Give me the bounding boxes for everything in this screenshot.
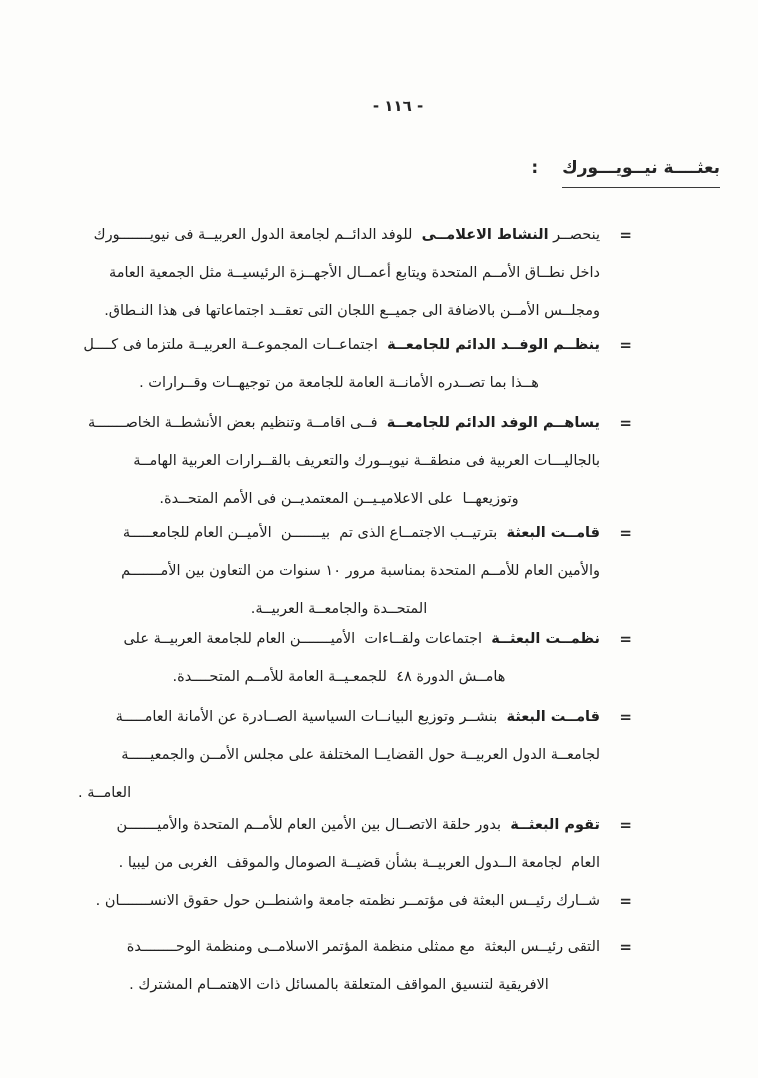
- body-text: بالجاليـــات العربية فى منطقــة نيويــورك والتعريف بالقــرارات العربية الهامــة: [133, 453, 600, 469]
- bold-lead-text: تقوم البعثــة: [510, 817, 600, 833]
- section-title-text: بعثــــة نيــويـــورك: [562, 158, 720, 188]
- equals-bullet-marker: =: [619, 414, 632, 432]
- body-text: اجتماعــات المجموعــة العربيــة ملتزما فى كــــل: [83, 337, 388, 353]
- text-line: [78, 552, 600, 590]
- equals-bullet-marker: =: [619, 524, 632, 542]
- body-text: وتوزيعهــا على الاعلاميـيــن المعتمديــن فى الأمم المتحــدة.: [159, 491, 519, 507]
- bullet-paragraph: [78, 216, 632, 330]
- paragraph-lines: [78, 806, 600, 882]
- equals-bullet-marker: =: [619, 938, 632, 956]
- bullet-paragraph: [78, 882, 632, 920]
- paragraph-lines: [78, 404, 600, 518]
- body-text: والأمين العام للأمــم المتحدة بمناسبة مرور ١٠ سنوات من التعاون بين الأمـــــــم: [121, 563, 600, 579]
- paragraph-lines: [78, 514, 600, 628]
- equals-bullet-marker: =: [619, 708, 632, 726]
- body-text: فــى اقامــة وتنظيم بعض الأنشطــة الخاصـــــــة: [87, 415, 387, 431]
- text-line: [78, 882, 600, 920]
- body-text: الافريقية لتنسيق المواقف المتعلقة بالمسائل ذات الاهتمــام المشترك .: [129, 977, 549, 993]
- bullet-paragraph: [78, 620, 632, 696]
- paragraph-lines: [78, 698, 600, 812]
- body-text: داخل نطــاق الأمــم المتحدة ويتابع أعمــال الأجهــزة الرئيسيــة مثل الجمعية العامة: [108, 265, 600, 281]
- body-text: بترتيــب الاجتمــاع الذى تم بيـــــــن الأميــن العام للجامعـــــة: [122, 525, 507, 541]
- page-number: - ١١٦ -: [372, 97, 424, 115]
- section-title: [531, 158, 720, 188]
- bold-lead-text: النشاط الاعلامــى: [421, 227, 549, 243]
- section-title-colon: :: [531, 158, 539, 178]
- text-line: [78, 216, 600, 254]
- text-line: [78, 928, 600, 966]
- text-line: [78, 736, 600, 774]
- paragraph-lines: [78, 326, 600, 402]
- text-line: [78, 480, 600, 518]
- body-text: التقى رئيــس البعثة مع ممثلى منظمة المؤتمر الاسلامــى ومنظمة الوحــــــــدة: [126, 939, 600, 955]
- paragraph-lines: [78, 216, 600, 330]
- text-line: [78, 806, 600, 844]
- body-text: ومجلــس الأمــن بالاضافة الى جميــع اللجان التى تعقــد اجتماعاتها فى هذا النـطاق.: [104, 303, 600, 319]
- text-line: [78, 364, 600, 402]
- body-text: شــارك رئيــس البعثة فى مؤتمــر نظمته جامعة واشنطــن حول حقوق الانســـــــان .: [95, 893, 600, 909]
- text-line: [78, 966, 600, 1004]
- text-line: [78, 698, 600, 736]
- equals-bullet-marker: =: [619, 630, 632, 648]
- bullet-paragraph: [78, 326, 632, 402]
- paragraph-lines: [78, 620, 600, 696]
- bold-lead-text: يساهــم الوفد الدائم للجامعــة: [386, 415, 600, 431]
- equals-bullet-marker: =: [619, 336, 632, 354]
- text-line: [78, 658, 600, 696]
- text-line: [78, 514, 600, 552]
- bullet-paragraph: [78, 404, 632, 518]
- body-text: العامــة .: [78, 785, 132, 801]
- body-text: ينحصــر: [548, 227, 600, 243]
- bold-lead-text: قامــت البعثة: [506, 525, 600, 541]
- body-text: لجامعــة الدول العربيــة حول القضايــا المختلفة على مجلس الأمــن والجمعيـــــة: [121, 747, 600, 763]
- text-line: [78, 620, 600, 658]
- text-line: [78, 292, 600, 330]
- text-line: [78, 404, 600, 442]
- paragraph-lines: [78, 928, 600, 1004]
- bold-lead-text: نظمــت البعثــة: [491, 631, 600, 647]
- body-text: المتحــدة والجامعــة العربيــة.: [250, 601, 428, 617]
- body-text: هــذا بما تصــدره الأمانــة العامة للجامعة من توجيهــات وقــرارات .: [139, 375, 539, 391]
- body-text: بنشــر وتوزيع البيانــات السياسية الصــادرة عن الأمانة العامـــــة: [115, 709, 507, 725]
- text-line: [78, 254, 600, 292]
- equals-bullet-marker: =: [619, 226, 632, 244]
- text-line: [78, 326, 600, 364]
- bullet-paragraph: [78, 698, 632, 812]
- body-text: العام لجامعة الــدول العربيــة بشأن قضيــة الصومال والموقف الغربى من ليبيا .: [118, 855, 600, 871]
- text-line: [78, 442, 600, 480]
- body-text: بدور حلقة الاتصــال بين الأمين العام للأمــم المتحدة والأميـــــــن: [116, 817, 511, 833]
- bold-lead-text: قامــت البعثة: [506, 709, 600, 725]
- bullet-paragraph: [78, 514, 632, 628]
- bold-lead-text: ينظــم الوفــد الدائم للجامعــة: [387, 337, 600, 353]
- equals-bullet-marker: =: [619, 892, 632, 910]
- equals-bullet-marker: =: [619, 816, 632, 834]
- text-line: [78, 844, 600, 882]
- body-text: اجتماعات ولقــاءات الأميـــــــن العام للجامعة العربيــة على: [123, 631, 492, 647]
- bullet-paragraph: [78, 928, 632, 1004]
- bullet-paragraph: [78, 806, 632, 882]
- body-text: هامــش الدورة ٤٨ للجمعـيــة العامة للأمــم المتحــــدة.: [172, 669, 506, 685]
- paragraph-lines: [78, 882, 600, 920]
- body-text: للوفد الدائــم لجامعة الدول العربيــة فى نيويـــــــورك: [93, 227, 422, 243]
